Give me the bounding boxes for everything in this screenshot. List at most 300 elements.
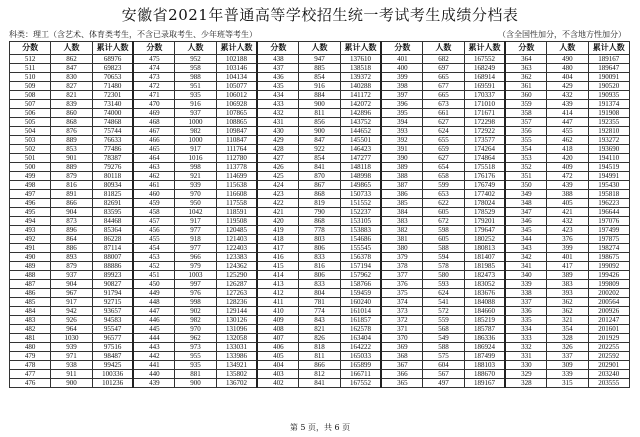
table-cell: 480 bbox=[10, 343, 51, 352]
table-cell: 153883 bbox=[340, 226, 381, 235]
table-cell: 426 bbox=[257, 163, 298, 172]
table-cell: 819 bbox=[299, 199, 340, 208]
table-cell: 938 bbox=[51, 361, 92, 370]
table-cell: 506 bbox=[10, 109, 51, 118]
table-cell: 142896 bbox=[340, 109, 381, 118]
table-cell: 541 bbox=[423, 298, 464, 307]
table-cell: 816 bbox=[51, 181, 92, 190]
table-cell: 839 bbox=[51, 100, 92, 109]
table-cell: 336 bbox=[505, 307, 546, 316]
table-cell: 790 bbox=[299, 208, 340, 217]
table-cell: 328 bbox=[505, 379, 546, 388]
table-cell: 435 bbox=[257, 82, 298, 91]
table-cell: 406 bbox=[257, 343, 298, 352]
table-cell: 988 bbox=[175, 73, 216, 82]
table-cell: 203240 bbox=[588, 370, 629, 379]
table-cell: 348 bbox=[505, 199, 546, 208]
table-row bbox=[10, 253, 630, 262]
table-row bbox=[10, 55, 630, 64]
table-cell: 182473 bbox=[464, 271, 505, 280]
table-cell: 116608 bbox=[216, 190, 257, 199]
table-cell: 490 bbox=[10, 253, 51, 262]
table-cell: 396 bbox=[381, 100, 422, 109]
table-cell: 107865 bbox=[216, 109, 257, 118]
table-cell: 414 bbox=[257, 271, 298, 280]
table-cell: 103146 bbox=[216, 64, 257, 73]
table-cell: 369 bbox=[381, 343, 422, 352]
table-cell: 399 bbox=[547, 244, 588, 253]
table-cell: 461 bbox=[133, 181, 174, 190]
table-cell: 459 bbox=[133, 199, 174, 208]
table-cell: 69823 bbox=[92, 64, 133, 73]
table-cell: 976 bbox=[175, 289, 216, 298]
table-cell: 653 bbox=[423, 190, 464, 199]
table-cell: 497 bbox=[10, 190, 51, 199]
table-cell: 496 bbox=[10, 199, 51, 208]
table-cell: 868 bbox=[299, 217, 340, 226]
table-cell: 955 bbox=[175, 352, 216, 361]
table-cell: 166711 bbox=[340, 370, 381, 379]
table-cell: 879 bbox=[51, 262, 92, 271]
column-header: 人数 bbox=[51, 42, 92, 55]
table-cell: 833 bbox=[299, 253, 340, 262]
table-cell: 826 bbox=[299, 334, 340, 343]
table-cell: 508 bbox=[10, 91, 51, 100]
table-cell: 854 bbox=[299, 154, 340, 163]
table-cell: 339 bbox=[547, 370, 588, 379]
table-cell: 599 bbox=[423, 181, 464, 190]
table-cell: 446 bbox=[133, 316, 174, 325]
table-cell: 488 bbox=[10, 271, 51, 280]
table-cell: 71480 bbox=[92, 82, 133, 91]
table-cell: 113778 bbox=[216, 163, 257, 172]
table-row bbox=[10, 361, 630, 370]
table-cell: 439 bbox=[547, 181, 588, 190]
table-cell: 169591 bbox=[464, 82, 505, 91]
table-row bbox=[10, 289, 630, 298]
table-cell: 106012 bbox=[216, 91, 257, 100]
table-cell: 441 bbox=[133, 361, 174, 370]
table-row bbox=[10, 226, 630, 235]
table-cell: 342 bbox=[505, 253, 546, 262]
table-cell: 191374 bbox=[588, 100, 629, 109]
table-cell: 82691 bbox=[92, 199, 133, 208]
table-cell: 429 bbox=[547, 82, 588, 91]
table-cell: 176749 bbox=[464, 181, 505, 190]
table-cell: 393 bbox=[381, 127, 422, 136]
table-cell: 964 bbox=[51, 325, 92, 334]
table-cell: 374 bbox=[381, 298, 422, 307]
table-cell: 468 bbox=[133, 118, 174, 127]
table-cell: 175518 bbox=[464, 163, 505, 172]
table-cell: 136702 bbox=[216, 379, 257, 388]
table-row bbox=[10, 262, 630, 271]
table-cell: 165899 bbox=[340, 361, 381, 370]
table-cell: 432 bbox=[257, 109, 298, 118]
table-cell: 673 bbox=[423, 100, 464, 109]
table-cell: 376 bbox=[547, 235, 588, 244]
table-cell: 352 bbox=[505, 163, 546, 172]
table-cell: 152237 bbox=[340, 208, 381, 217]
table-cell: 379 bbox=[381, 253, 422, 262]
table-cell: 187499 bbox=[464, 352, 505, 361]
table-cell: 935 bbox=[175, 91, 216, 100]
table-cell: 194991 bbox=[588, 172, 629, 181]
table-cell: 199426 bbox=[588, 271, 629, 280]
table-cell: 349 bbox=[505, 190, 546, 199]
table-cell: 389 bbox=[547, 271, 588, 280]
table-cell: 354 bbox=[547, 325, 588, 334]
table-cell: 917 bbox=[175, 145, 216, 154]
table-cell: 455 bbox=[547, 127, 588, 136]
table-cell: 605 bbox=[423, 208, 464, 217]
table-cell: 186924 bbox=[464, 343, 505, 352]
table-cell: 179201 bbox=[464, 217, 505, 226]
table-cell: 870 bbox=[299, 172, 340, 181]
table-cell: 106928 bbox=[216, 100, 257, 109]
table-cell: 389 bbox=[381, 163, 422, 172]
table-cell: 896 bbox=[51, 226, 92, 235]
table-cell: 627 bbox=[423, 118, 464, 127]
table-cell: 197875 bbox=[588, 235, 629, 244]
table-cell: 862 bbox=[51, 55, 92, 64]
table-cell: 392 bbox=[381, 136, 422, 145]
table-cell: 364 bbox=[505, 55, 546, 64]
table-cell: 362 bbox=[505, 73, 546, 82]
table-cell: 439 bbox=[133, 379, 174, 388]
page-title: 安徽省2021年普通高等学校招生统一考试考生成绩分档表 bbox=[121, 6, 519, 24]
table-row bbox=[10, 127, 630, 136]
table-cell: 893 bbox=[51, 253, 92, 262]
table-cell: 415 bbox=[257, 262, 298, 271]
table-cell: 339 bbox=[505, 280, 546, 289]
column-header: 分数 bbox=[133, 42, 174, 55]
table-cell: 381 bbox=[381, 235, 422, 244]
table-cell: 485 bbox=[10, 298, 51, 307]
table-cell: 383 bbox=[547, 280, 588, 289]
column-header: 分数 bbox=[10, 42, 51, 55]
table-cell: 843 bbox=[299, 316, 340, 325]
table-cell: 76633 bbox=[92, 136, 133, 145]
table-cell: 114699 bbox=[216, 172, 257, 181]
table-cell: 163404 bbox=[340, 334, 381, 343]
table-cell: 499 bbox=[10, 172, 51, 181]
table-cell: 866 bbox=[51, 199, 92, 208]
table-cell: 900 bbox=[175, 379, 216, 388]
table-cell: 376 bbox=[381, 280, 422, 289]
table-cell: 91794 bbox=[92, 289, 133, 298]
table-cell: 171671 bbox=[464, 109, 505, 118]
table-cell: 921 bbox=[175, 172, 216, 181]
table-cell: 437 bbox=[257, 64, 298, 73]
table-cell: 194110 bbox=[588, 154, 629, 163]
table-cell: 450 bbox=[133, 280, 174, 289]
table-cell: 578 bbox=[423, 262, 464, 271]
table-cell: 947 bbox=[299, 55, 340, 64]
table-cell: 454 bbox=[133, 244, 174, 253]
table-cell: 854 bbox=[299, 73, 340, 82]
table-cell: 672 bbox=[423, 217, 464, 226]
table-cell: 494 bbox=[10, 217, 51, 226]
table-cell: 156378 bbox=[340, 253, 381, 262]
table-cell: 433 bbox=[257, 100, 298, 109]
table-cell: 123383 bbox=[216, 253, 257, 262]
table-cell: 979 bbox=[175, 262, 216, 271]
table-cell: 100336 bbox=[92, 370, 133, 379]
table-cell: 88007 bbox=[92, 253, 133, 262]
table-cell: 366 bbox=[381, 370, 422, 379]
table-cell: 448 bbox=[133, 298, 174, 307]
table-cell: 659 bbox=[423, 145, 464, 154]
table-cell: 879 bbox=[51, 172, 92, 181]
table-cell: 375 bbox=[381, 289, 422, 298]
table-cell: 340 bbox=[505, 271, 546, 280]
table-cell: 447 bbox=[547, 118, 588, 127]
table-cell: 127263 bbox=[216, 289, 257, 298]
table-cell: 197499 bbox=[588, 226, 629, 235]
table-row bbox=[10, 307, 630, 316]
table-cell: 181407 bbox=[464, 253, 505, 262]
table-row bbox=[10, 199, 630, 208]
table-cell: 661 bbox=[423, 109, 464, 118]
table-cell: 371 bbox=[381, 325, 422, 334]
table-cell: 321 bbox=[547, 316, 588, 325]
table-cell: 425 bbox=[257, 172, 298, 181]
table-cell: 164222 bbox=[340, 343, 381, 352]
table-cell: 196223 bbox=[588, 199, 629, 208]
table-cell: 1000 bbox=[175, 118, 216, 127]
table-cell: 939 bbox=[175, 181, 216, 190]
table-cell: 473 bbox=[133, 73, 174, 82]
table-cell: 93657 bbox=[92, 307, 133, 316]
table-cell: 108865 bbox=[216, 118, 257, 127]
table-cell: 498 bbox=[10, 181, 51, 190]
table-cell: 404 bbox=[257, 361, 298, 370]
table-cell: 509 bbox=[10, 82, 51, 91]
table-cell: 338 bbox=[505, 289, 546, 298]
table-cell: 168914 bbox=[464, 73, 505, 82]
table-cell: 460 bbox=[133, 190, 174, 199]
table-cell: 68976 bbox=[92, 55, 133, 64]
table-cell: 140288 bbox=[340, 82, 381, 91]
table-cell: 172298 bbox=[464, 118, 505, 127]
table-cell: 89923 bbox=[92, 271, 133, 280]
table-cell: 85364 bbox=[92, 226, 133, 235]
table-cell: 967 bbox=[51, 289, 92, 298]
table-cell: 135802 bbox=[216, 370, 257, 379]
table-cell: 188103 bbox=[464, 361, 505, 370]
table-cell: 841 bbox=[299, 379, 340, 388]
table-cell: 171010 bbox=[464, 100, 505, 109]
table-cell: 492 bbox=[10, 235, 51, 244]
table-cell: 173577 bbox=[464, 136, 505, 145]
table-cell: 821 bbox=[299, 325, 340, 334]
table-cell: 419 bbox=[257, 226, 298, 235]
table-cell: 162578 bbox=[340, 325, 381, 334]
table-cell: 418 bbox=[257, 235, 298, 244]
table-cell: 185787 bbox=[464, 325, 505, 334]
table-cell: 479 bbox=[10, 352, 51, 361]
table-cell: 134921 bbox=[216, 361, 257, 370]
table-cell: 452 bbox=[133, 262, 174, 271]
table-cell: 774 bbox=[299, 307, 340, 316]
table-cell: 472 bbox=[547, 172, 588, 181]
table-cell: 151552 bbox=[340, 199, 381, 208]
table-cell: 368 bbox=[381, 352, 422, 361]
table-cell: 501 bbox=[10, 154, 51, 163]
table-cell: 490 bbox=[547, 55, 588, 64]
table-cell: 95547 bbox=[92, 325, 133, 334]
table-cell: 677 bbox=[423, 82, 464, 91]
table-cell: 124362 bbox=[216, 262, 257, 271]
table-cell: 90827 bbox=[92, 280, 133, 289]
table-cell: 466 bbox=[133, 136, 174, 145]
table-cell: 403 bbox=[257, 370, 298, 379]
table-cell: 937 bbox=[175, 109, 216, 118]
table-cell: 195430 bbox=[588, 181, 629, 190]
table-cell: 92715 bbox=[92, 298, 133, 307]
table-cell: 74868 bbox=[92, 118, 133, 127]
table-cell: 393 bbox=[547, 289, 588, 298]
table-cell: 598 bbox=[423, 226, 464, 235]
table-cell: 190935 bbox=[588, 91, 629, 100]
table-cell: 982 bbox=[175, 316, 216, 325]
table-cell: 588 bbox=[423, 343, 464, 352]
table-cell: 442 bbox=[133, 352, 174, 361]
subject-line: 科类：理工（含艺术、体育类考生，不含已录取考生、少年班等考生） bbox=[9, 30, 257, 39]
table-row bbox=[10, 181, 630, 190]
table-row bbox=[10, 118, 630, 127]
table-cell: 155545 bbox=[340, 244, 381, 253]
table-cell: 84468 bbox=[92, 217, 133, 226]
table-cell: 665 bbox=[423, 73, 464, 82]
table-cell: 98487 bbox=[92, 352, 133, 361]
table-cell: 201247 bbox=[588, 316, 629, 325]
table-cell: 412 bbox=[257, 289, 298, 298]
table-cell: 430 bbox=[257, 127, 298, 136]
table-cell: 418 bbox=[547, 145, 588, 154]
table-cell: 804 bbox=[299, 289, 340, 298]
table-cell: 504 bbox=[10, 127, 51, 136]
table-cell: 401 bbox=[381, 55, 422, 64]
table-cell: 138518 bbox=[340, 64, 381, 73]
table-cell: 189167 bbox=[588, 55, 629, 64]
table-cell: 922 bbox=[299, 145, 340, 154]
table-row bbox=[10, 343, 630, 352]
table-cell: 481 bbox=[10, 334, 51, 343]
table-cell: 841 bbox=[299, 163, 340, 172]
table-cell: 489 bbox=[10, 262, 51, 271]
table-cell: 370 bbox=[381, 334, 422, 343]
table-cell: 380 bbox=[381, 244, 422, 253]
table-cell: 918 bbox=[175, 235, 216, 244]
column-header: 分数 bbox=[381, 42, 422, 55]
table-cell: 408 bbox=[257, 325, 298, 334]
table-cell: 183676 bbox=[464, 289, 505, 298]
table-cell: 444 bbox=[133, 334, 174, 343]
table-cell: 428 bbox=[257, 145, 298, 154]
table-cell: 149865 bbox=[340, 181, 381, 190]
table-cell: 549 bbox=[423, 334, 464, 343]
table-cell: 502 bbox=[10, 145, 51, 154]
table-cell: 150733 bbox=[340, 190, 381, 199]
table-cell: 911 bbox=[51, 370, 92, 379]
table-cell: 432 bbox=[547, 217, 588, 226]
table-cell: 365 bbox=[381, 379, 422, 388]
table-cell: 139372 bbox=[340, 73, 381, 82]
table-cell: 186336 bbox=[464, 334, 505, 343]
column-header: 人数 bbox=[547, 42, 588, 55]
table-cell: 402 bbox=[257, 379, 298, 388]
table-cell: 157962 bbox=[340, 271, 381, 280]
table-cell: 141172 bbox=[340, 91, 381, 100]
table-cell: 202255 bbox=[588, 343, 629, 352]
table-cell: 453 bbox=[133, 253, 174, 262]
table-cell: 83595 bbox=[92, 208, 133, 217]
table-cell: 495 bbox=[10, 208, 51, 217]
table-cell: 350 bbox=[505, 181, 546, 190]
table-cell: 360 bbox=[505, 91, 546, 100]
table-cell: 588 bbox=[423, 244, 464, 253]
table-cell: 864 bbox=[51, 235, 92, 244]
table-cell: 353 bbox=[505, 154, 546, 163]
table-cell: 309 bbox=[547, 361, 588, 370]
table-cell: 168249 bbox=[464, 64, 505, 73]
table-cell: 359 bbox=[505, 100, 546, 109]
table-cell: 87114 bbox=[92, 244, 133, 253]
table-cell: 901 bbox=[51, 154, 92, 163]
table-cell: 110847 bbox=[216, 136, 257, 145]
table-cell: 351 bbox=[505, 172, 546, 181]
table-cell: 1000 bbox=[175, 136, 216, 145]
table-cell: 344 bbox=[505, 235, 546, 244]
table-cell: 497 bbox=[423, 379, 464, 388]
table-cell: 580 bbox=[423, 271, 464, 280]
table-cell: 404 bbox=[547, 73, 588, 82]
table-cell: 456 bbox=[133, 226, 174, 235]
column-header: 累计人数 bbox=[340, 42, 381, 55]
table-cell: 429 bbox=[257, 136, 298, 145]
table-cell: 121403 bbox=[216, 235, 257, 244]
table-cell: 77486 bbox=[92, 145, 133, 154]
table-cell: 917 bbox=[51, 298, 92, 307]
table-cell: 158766 bbox=[340, 280, 381, 289]
table-cell: 378 bbox=[381, 262, 422, 271]
table-cell: 409 bbox=[547, 163, 588, 172]
table-cell: 174264 bbox=[464, 145, 505, 154]
table-cell: 916 bbox=[175, 100, 216, 109]
table-cell: 471 bbox=[133, 91, 174, 100]
table-cell: 390 bbox=[381, 154, 422, 163]
table-cell: 420 bbox=[547, 154, 588, 163]
table-cell: 131096 bbox=[216, 325, 257, 334]
table-cell: 470 bbox=[133, 100, 174, 109]
table-cell: 476 bbox=[10, 379, 51, 388]
table-cell: 315 bbox=[547, 379, 588, 388]
table-cell: 86228 bbox=[92, 235, 133, 244]
table-cell: 973 bbox=[175, 343, 216, 352]
table-cell: 133986 bbox=[216, 352, 257, 361]
table-cell: 998 bbox=[175, 163, 216, 172]
table-row bbox=[10, 172, 630, 181]
table-cell: 104134 bbox=[216, 73, 257, 82]
table-cell: 900 bbox=[299, 127, 340, 136]
table-cell: 469 bbox=[133, 109, 174, 118]
table-row bbox=[10, 334, 630, 343]
table-cell: 806 bbox=[299, 271, 340, 280]
table-cell: 383 bbox=[381, 217, 422, 226]
table-cell: 331 bbox=[505, 352, 546, 361]
